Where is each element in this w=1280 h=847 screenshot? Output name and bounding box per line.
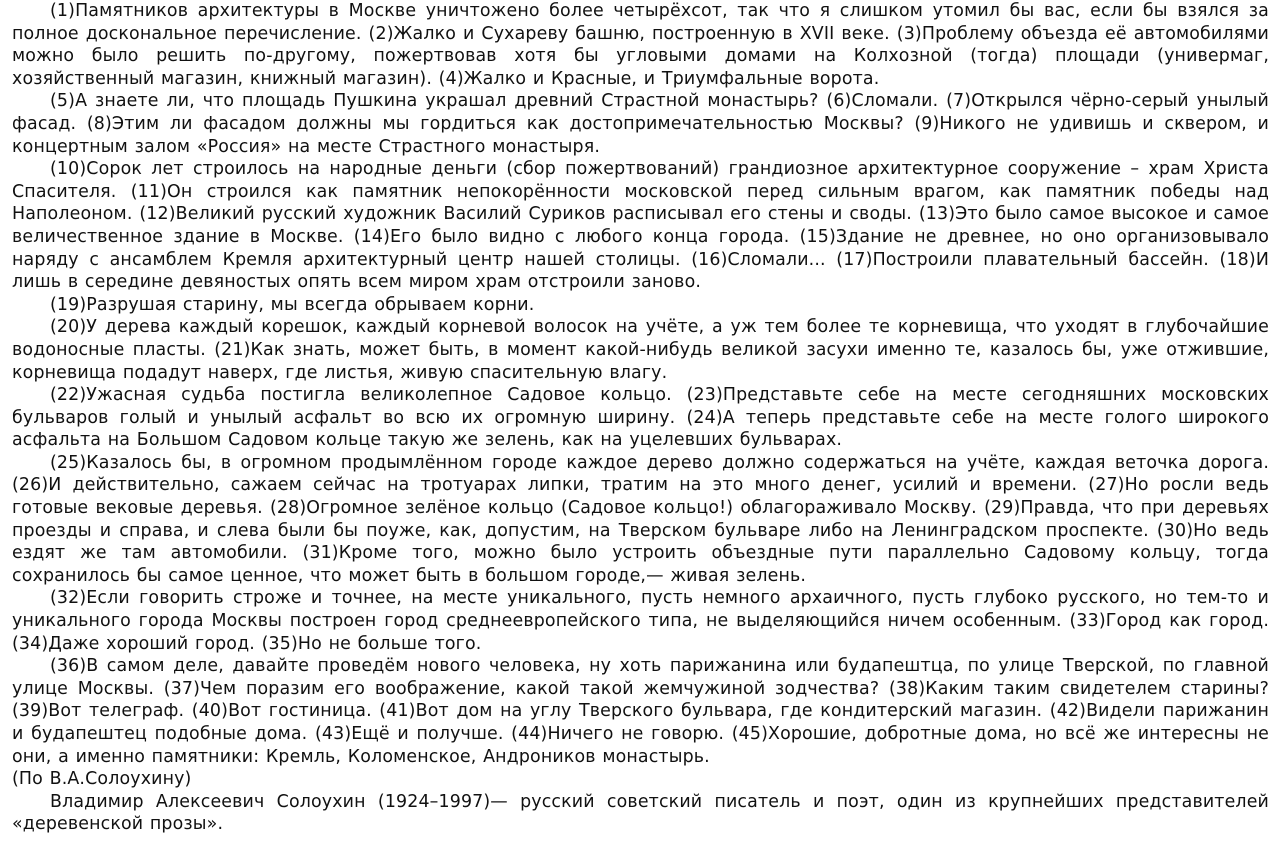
author-note: Владимир Алексеевич Солоухин (1924–1997)— русский советский писатель и поэт, один из крупнейших представителей «деревенской прозы». xyxy=(12,791,1269,835)
paragraph-2: (5)А знаете ли, что площадь Пушкина украшал древний Страстной монастырь? (6)Сломали. (7)Открылся чёрно-серый унылый фасад. (8)Этим ли фасадом должны мы гордиться как достопримечательностью Москвы? (9)Никого не удивишь и сквером, и концертным залом «Россия» на месте Страстного монастыря. xyxy=(12,91,1269,157)
paragraph-6: (22)Ужасная судьба постигла великолепное Садовое кольцо. (23)Представьте себе на месте сегодняшних московских бульваров голый и унылый асфальт во всю их огромную ширину. (24)А теперь представьте себе на месте голого широкого асфальта на Большом Садовом кольце такую же зелень, как на уцелевших бульварах. xyxy=(12,385,1269,451)
paragraph-3: (10)Сорок лет строилось на народные деньги (сбор пожертвований) грандиозное архитектурное сооружение – храм Христа Спасителя. (11)Он строился как памятник непокорённости московской перед сильным врагом, как памятник победы над Наполеоном. (12)Великий русский художник Василий Суриков расписывал его стены и своды. (13)Это было самое высокое и самое величественное здание в Москве. (14)Его было видно с любого конца города. (15)Здание не древнее, но оно организовывало наряду с ансамблем Кремля архитектурный центр нашей столицы. (16)Сломали... (17)Построили плавательный бассейн. (18)И лишь в середине девяностых опять всем миром храм отстроили заново. xyxy=(12,159,1269,293)
paragraph-5: (20)У дерева каждый корешок, каждый корневой волосок на учёте, а уж тем более те корневища, что уходят в глубочайшие водоносные пласты. (21)Как знать, может быть, в момент какой-нибудь великой засухи именно те, казалось бы, уже отжившие, корневища подадут наверх, где листья, живую спасительную влагу. xyxy=(12,317,1269,383)
paragraph-8: (32)Если говорить строже и точнее, на месте уникального, пусть немного архаичного, пусть глубоко русского, но тем-то и уникального города Москвы построен город среднеевропейского типа, не выделяющийся ничем особенным. (33)Город как город. (34)Даже хороший город. (35)Но не больше того. xyxy=(12,588,1269,654)
source-attribution: (По В.А.Солоухину) xyxy=(12,769,192,790)
paragraph-7: (25)Казалось бы, в огромном продымлённом городе каждое дерево должно содержаться на учёте, каждая веточка дорога. (26)И действительно, сажаем сейчас на тротуарах липки, тратим на это много денег, усилий и времени. (27)Но росли ведь готовые вековые деревья. (28)Огромное зелёное кольцо (Садовое кольцо!) облагораживало Москву. (29)Правда, что при деревьях проезды и справа, и слева были бы поуже, как, допустим, на Тверском бульваре либо на Ленинградском проспекте. (30)Но ведь ездят же там автомобили. (31)Кроме того, можно было устроить объездные пути параллельно Садовому кольцу, тогда сохранилось бы самое ценное, что может быть в большом городе,— живая зелень. xyxy=(12,452,1269,586)
paragraph-1: (1)Памятников архитектуры в Москве уничтожено более четырёхсот, так что я слишком утомил бы вас, если бы взялся за полное доскональное перечисление. (2)Жалко и Сухареву башню, построенную в XVII веке. (3)Проблему объезда её автомобилями можно было решить по-другому, пожертвовав хотя бы угловыми домами на Колхозной (тогда) площади (универмаг, хозяйственный магазин, книжный магазин). (4)Жалко и Красные, и Триумфальные ворота. xyxy=(12,1,1269,89)
paragraph-4: (19)Разрушая старину, мы всегда обрываем корни. xyxy=(50,294,535,315)
paragraph-9: (36)В самом деле, давайте проведём нового человека, ну хоть парижанина или будапештца, по улице Тверской, по главной улице Москвы. (37)Чем поразим его воображение, какой такой жемчужиной зодчества? (38)Каким таким свидетелем старины? (39)Вот телеграф. (40)Вот гостиница. (41)Вот дом на углу Тверского бульвара, где кондитерский магазин. (42)Видели парижанин и будапештец подобные дома. (43)Ещё и получше. (44)Ничего не говорю. (45)Хорошие, добротные дома, но всё же интересны не они, а именно памятники: Кремль, Коломенское, Андроников монастырь. xyxy=(12,656,1269,767)
